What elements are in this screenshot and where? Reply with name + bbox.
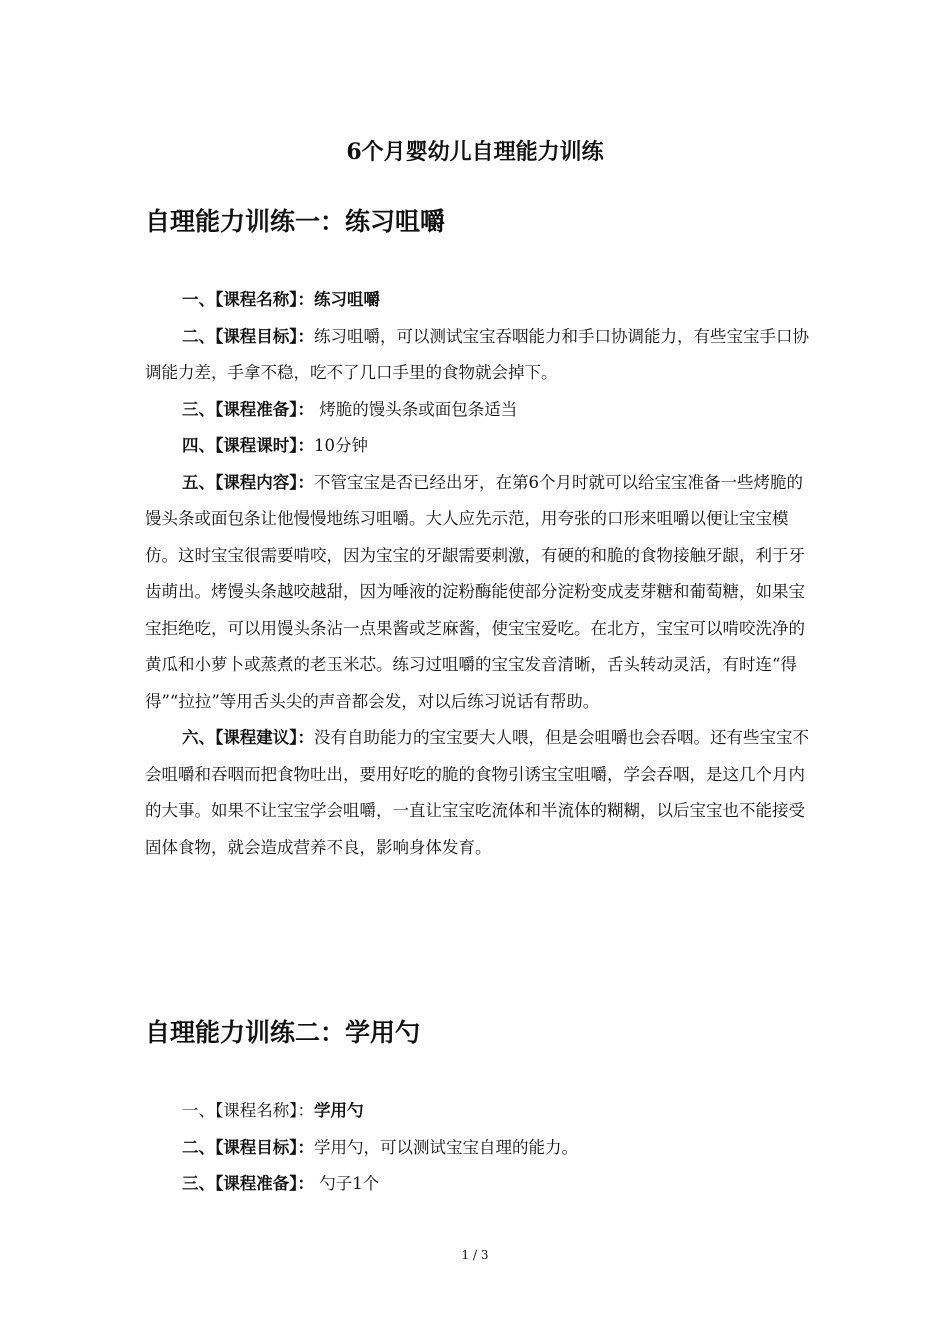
- course-goal-value: 学用勺，可以测试宝宝自理的能力。: [314, 1137, 578, 1157]
- course-name-value: 学用勺: [314, 1101, 364, 1120]
- course-name-label: 一、【课程名称】：: [182, 1101, 314, 1120]
- course-name-value: 练习咀嚼: [314, 290, 380, 309]
- course-content-label: 五、【课程内容】：: [182, 472, 314, 492]
- course-name-paragraph: [145, 1093, 817, 1130]
- course-preparation-label: 三、【课程准备】：: [182, 1174, 314, 1193]
- course-advice-paragraph: [145, 720, 817, 866]
- course-preparation-paragraph: [145, 1166, 817, 1203]
- course-goal-paragraph: [145, 1130, 817, 1167]
- course-advice-value: 没有自助能力的宝宝要大人喂，但是会咀嚼也会吞咽。还有些宝宝不会咀嚼和吞咽而把食物吐出，要用好吃的脆的食物引诱宝宝咀嚼，学会吞咽，是这几个月内的大事。如果不让宝宝学会咀嚼，一直让宝宝吃流体和半流体的糊糊，以后宝宝也不能接受固体食物，就会造成营养不良，影响身体发育。: [145, 728, 809, 857]
- section2-body: [145, 1093, 817, 1203]
- course-content-value: 不管宝宝是否已经出牙，在第6个月时就可以给宝宝准备一些烤脆的馒头条或面包条让他慢慢地练习咀嚼。大人应先示范，用夸张的口形来咀嚼以便让宝宝模仿。这时宝宝很需要啃咬，因为宝宝的牙龈需要刺激，有硬的和脆的食物接触牙龈，利于牙齿萌出。烤馒头条越咬越甜，因为唾液的淀粉酶能使部分淀粉变成麦芽糖和葡萄糖，如果宝宝拒绝吃，可以用馒头条沾一点果酱或芝麻酱，使宝宝爱吃。在北方，宝宝可以啃咬洗净的黄瓜和小萝卜或蒸煮的老玉米芯。练习过咀嚼的宝宝发音清晰，舌头转动灵活，有时连“得得”“拉拉”等用舌头尖的声音都会发，对以后练习说话有帮助。: [145, 472, 805, 711]
- course-duration-value: 10分钟: [314, 436, 368, 455]
- section-heading-chewing: 自理能力训练一：练习咀嚼: [145, 207, 446, 236]
- course-goal-label: 二、【课程目标】：: [182, 1137, 314, 1157]
- course-preparation-value: 勺子1个: [314, 1174, 380, 1193]
- course-preparation-value: 烤脆的馒头条或面包条适当: [314, 399, 518, 419]
- page-title: 6个月婴幼儿自理能力训练: [346, 139, 604, 165]
- course-goal-value: 练习咀嚼，可以测试宝宝吞咽能力和手口协调能力，有些宝宝手口协调能力差，手拿不稳，吃不了几口手里的食物就会掉下。: [145, 326, 809, 382]
- course-goal-paragraph: [145, 319, 817, 392]
- course-duration-label: 四、【课程课时】：: [182, 436, 314, 455]
- section-heading-spoon: 自理能力训练二：学用勺: [145, 1018, 421, 1047]
- course-name-label: 一、【课程名称】：: [182, 290, 314, 309]
- course-goal-label: 二、【课程目标】：: [182, 326, 314, 346]
- course-duration-paragraph: [145, 428, 817, 465]
- course-content-paragraph: [145, 465, 817, 721]
- course-preparation-paragraph: [145, 392, 817, 429]
- section1-body: [145, 282, 817, 866]
- course-name-paragraph: [145, 282, 817, 319]
- course-preparation-label: 三、【课程准备】：: [182, 399, 314, 419]
- course-advice-label: 六、【课程建议】：: [182, 728, 314, 747]
- page-number: 1 / 3: [461, 1248, 489, 1262]
